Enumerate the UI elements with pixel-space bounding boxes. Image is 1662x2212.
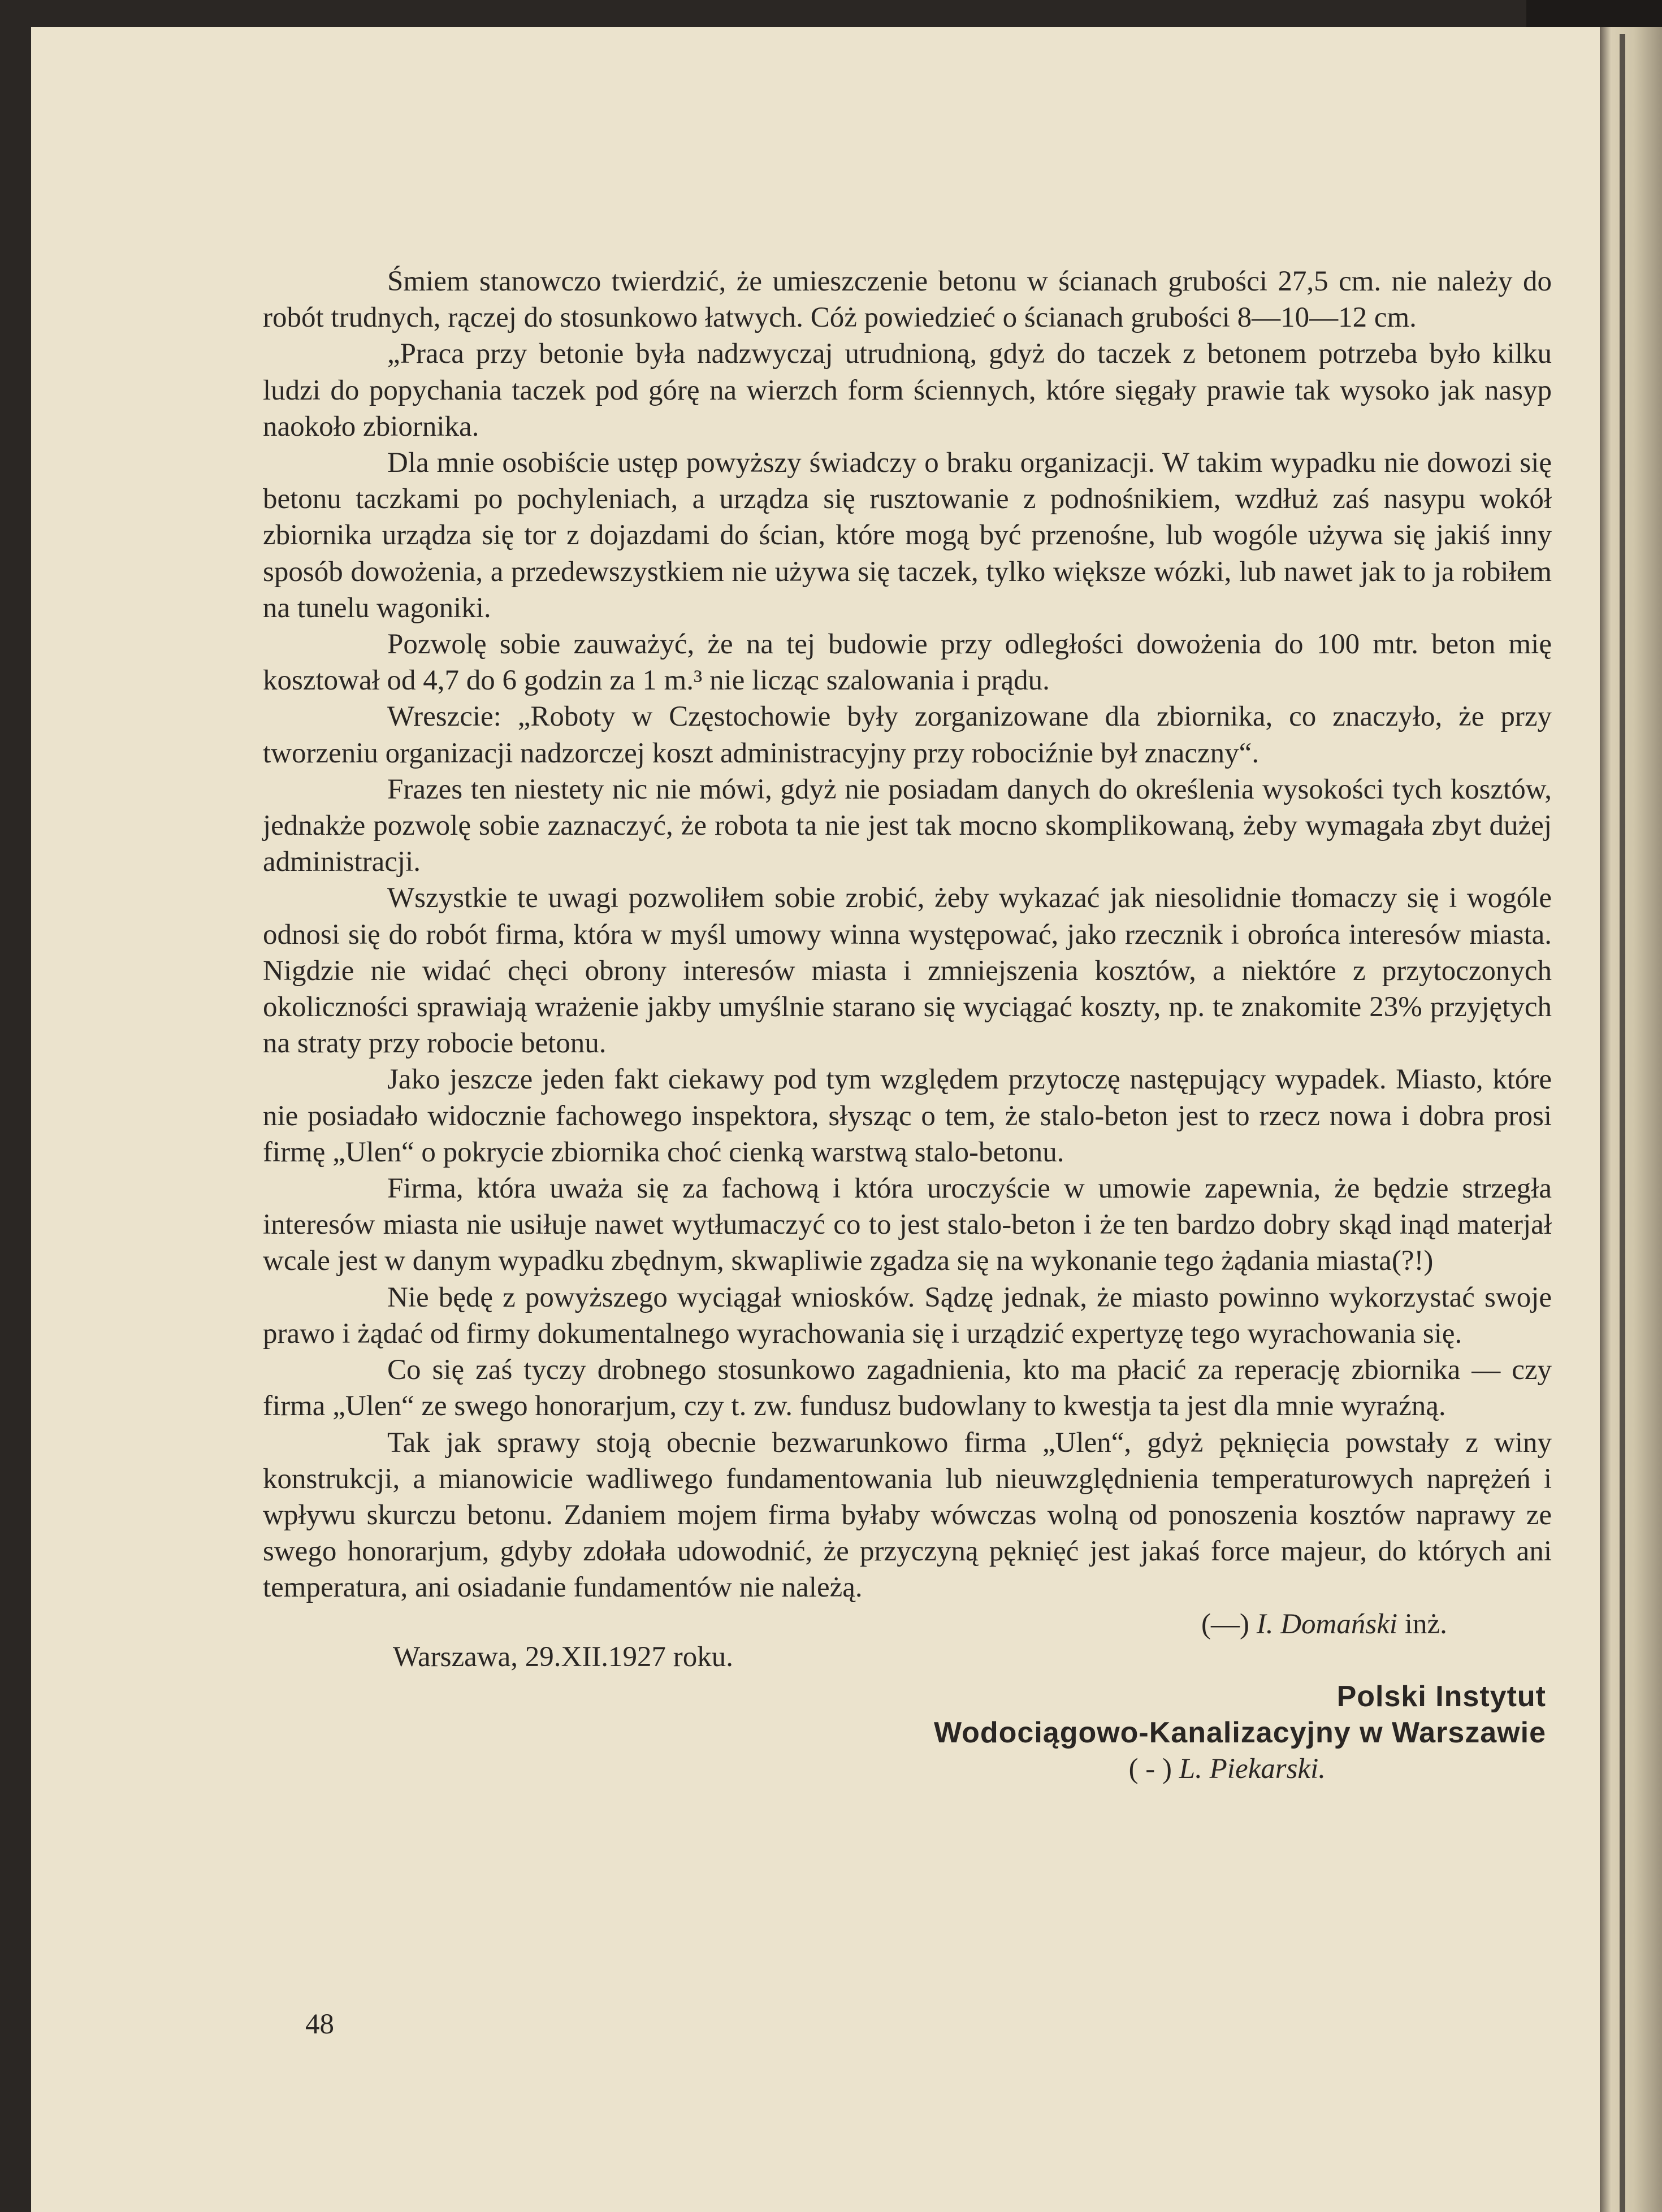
institute-name-line1: Polski Instytut [1336, 1680, 1546, 1713]
signatory-prefix: ( - ) [1128, 1753, 1172, 1785]
signatory-name: L. Piekarski. [1179, 1753, 1326, 1785]
paragraph: „Praca przy betonie była nadzwyczaj utrudnioną, gdyż do taczek z betonem potrzeba było kilku ludzi do popychania taczek pod górę na wierzch form ściennych, które sięgały prawie tak wysoko jak nasyp naokoło zbiornika. [263, 338, 1552, 443]
author-prefix: (—) [1201, 1608, 1249, 1640]
paragraph: Dla mnie osobiście ustęp powyższy świadczy o braku organizacji. W takim wypadku nie dowozi się betonu taczkami po pochyleniach, a urządza się rusztowanie z podnośnikiem, wzdłuż zaś nasypu wokół zbiornika urządza się tor z dojazdami do ścian, które mogą być przenośne, lub wogóle używa się jakiś inny sposób dowożenia, a przedewszystkiem nie używa się taczek, tylko większe wózki, lub nawet jak to ja robiłem na tunelu wagoniki. [263, 447, 1552, 624]
paragraph: Wszystkie te uwagi pozwoliłem sobie zrobić, żeby wykazać jak niesolidnie tłomaczy się i wogóle odnosi się do robót firma, która w myśl umowy winna występować, jako rzecznik i obrońca interesów miasta. Nigdzie nie widać chęci obrony interesów miasta i zmniejszenia kosztów, a niektóre z przytoczonych okoliczności sprawiają wrażenie jakby umyślnie starano się wyciągać koszty, np. te znakomite 23% przyjętych na straty przy robocie betonu. [263, 882, 1552, 1060]
document-page [31, 27, 1620, 2212]
paragraph: Pozwolę sobie zauważyć, że na tej budowie przy odległości dowożenia do 100 mtr. beton mię kosztował od 4,7 do 6 godzin za 1 m.³ nie licząc szalowania i prądu. [263, 628, 1552, 697]
body-text [263, 263, 1552, 1787]
author-title: inż. [1404, 1608, 1447, 1640]
book-spine [1620, 34, 1625, 2212]
paragraph: Frazes ten niestety nic nie mówi, gdyż nie posiadam danych do określenia wysokości tych kosztów, jednakże pozwolę sobie zaznaczyć, że robota ta nie jest tak mocno skomplikowaną, żeby wymagała zbyt dużej administracji. [263, 773, 1552, 878]
place-date: Warszawa, 29.XII.1927 roku. [393, 1641, 734, 1673]
paragraph: Wreszcie: „Roboty w Częstochowie były zorganizowane dla zbiornika, co znaczyło, że przy tworzeniu organizacji nadzorczej koszt administracyjny przy robociźnie był znaczny“. [263, 701, 1552, 769]
signature-area [263, 1606, 1552, 1678]
page-edge [1600, 27, 1662, 2212]
page-number: 48 [305, 2009, 334, 2040]
paragraph: Co się zaś tyczy drobnego stosunkowo zagadnienia, kto ma płacić za reperację zbiornika — czy firma „Ulen“ ze swego honorarjum, czy t. zw. fundusz budowlany to kwestja ta jest dla mnie wyraźną. [263, 1354, 1552, 1422]
scan-top-band [1526, 0, 1662, 31]
author-name: I. Domański [1256, 1608, 1398, 1640]
paragraph: Firma, która uważa się za fachową i która uroczyście w umowie zapewnia, że będzie strzegła interesów miasta nie usiłuje nawet wytłumaczyć co to jest stalo-beton i że ten bardzo dobry skąd inąd materjał wcale jest w danym wypadku zbędnym, skwapliwie zgadza się na wykonanie tego żądania miasta(?!) [263, 1173, 1552, 1277]
paragraph: Jako jeszcze jeden fakt ciekawy pod tym względem przytoczę następujący wypadek. Miasto, które nie posiadało widocznie fachowego inspektora, słysząc o tem, że stalo-beton jest to rzecz nowa i dobra prosi firmę „Ulen“ o pokrycie zbiornika choć cienką warstwą stalo-betonu. [263, 1064, 1552, 1168]
paragraph: Nie będę z powyższego wyciągał wniosków. Sądzę jednak, że miasto powinno wykorzystać swoje prawo i żądać od firmy dokumentalnego wyrachowania się i urządzić expertyzę tego wyrachowania się. [263, 1281, 1552, 1350]
author-signature [1201, 1606, 1447, 1642]
paragraph: Tak jak sprawy stoją obecnie bezwarunkowo firma „Ulen“, gdyż pęknięcia powstały z winy konstrukcji, a mianowicie wadliwego fundamentowania lub nieuwzględnienia temperaturowych naprężeń i wpływu skurczu betonu. Zdaniem mojem firma byłaby wówczas wolną od ponoszenia kosztów naprawy ze swego honorarjum, gdyby zdołała udowodnić, że przyczyną pęknięć jest jakaś force majeur, do których ani temperatura, ani osiadanie fundamentów nie należą. [263, 1426, 1552, 1604]
signatory [263, 1751, 1552, 1787]
institute-name-line2: Wodociągowo-Kanalizacyjny w Warszawie [933, 1716, 1546, 1749]
paragraph: Śmiem stanowczo twierdzić, że umieszczenie betonu w ścianach grubości 27,5 cm. nie należy do robót trudnych, rączej do stosunkowo łatwych. Cóż powiedzieć o ścianach grubości 8—10—12 cm. [263, 266, 1552, 334]
